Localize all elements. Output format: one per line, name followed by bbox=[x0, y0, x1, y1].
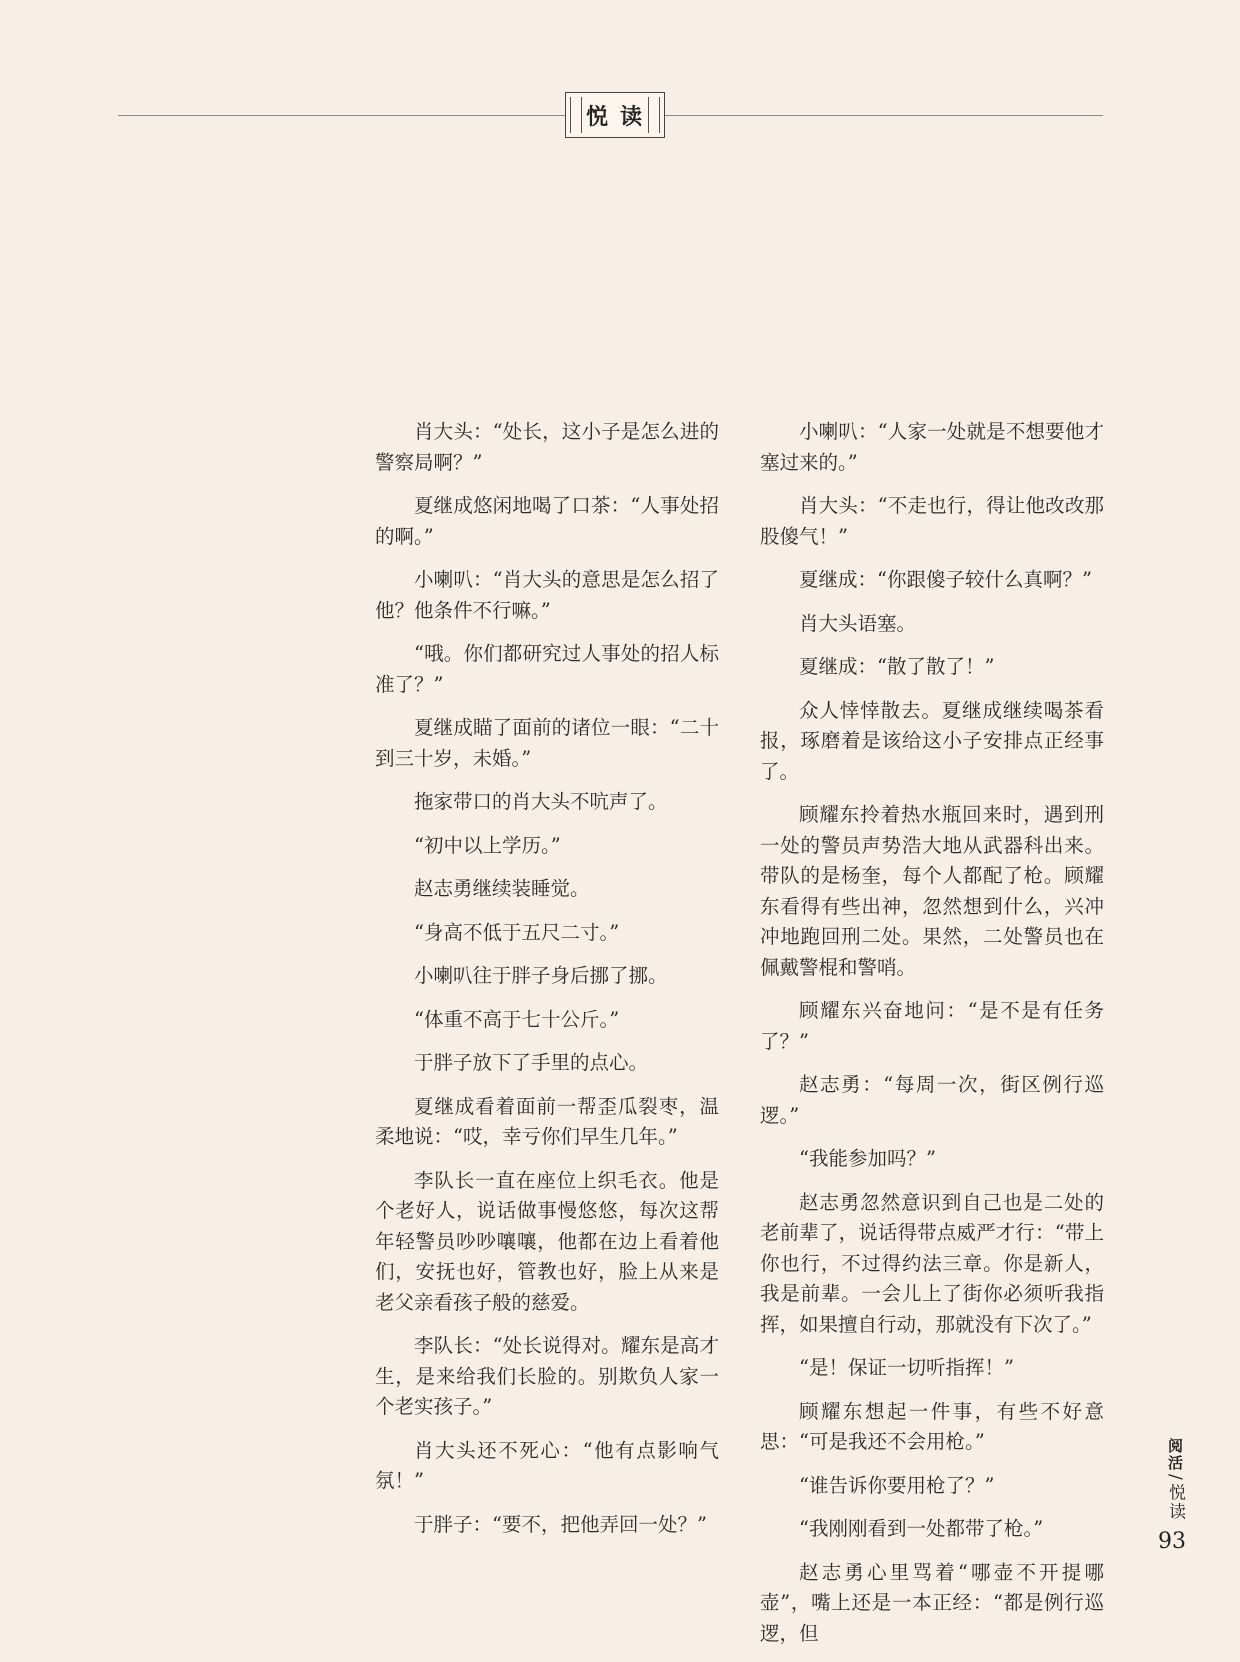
paragraph: 赵志勇心里骂着“哪壶不开提哪壶”，嘴上还是一本正经：“都是例行巡逻，但 bbox=[760, 1560, 1104, 1645]
header-rule-left bbox=[118, 115, 565, 116]
paragraph: 于胖子：“要不，把他弄回一处？” bbox=[414, 1512, 707, 1536]
paragraph: “谁告诉你要用枪了？” bbox=[799, 1473, 995, 1497]
paragraph: 赵志勇继续装睡觉。 bbox=[414, 877, 590, 900]
paragraph: “体重不高于七十公斤。” bbox=[414, 1007, 620, 1031]
paragraph: 于胖子放下了手里的点心。 bbox=[414, 1051, 649, 1074]
paragraph: 顾耀东拎着热水瓶回来时，遇到刑一处的警员声势浩大地从武器科出来。带队的是杨奎，每个人都配了枪。顾耀东看得有些出神，忽然想到什么，兴冲冲地跑回刑二处。果然，二处警员也在佩戴警棍和警哨。 bbox=[760, 803, 1104, 979]
page-number: 93 bbox=[1158, 1529, 1186, 1554]
paragraph: 肖大头：“不走也行，得让他改改那股傻气！” bbox=[760, 494, 1104, 548]
paragraph: 肖大头还不死心：“他有点影响气氛！” bbox=[375, 1438, 719, 1492]
paragraph: “是！保证一切听指挥！” bbox=[799, 1356, 1014, 1379]
paragraph: 赵志勇忽然意识到自己也是二处的老前辈了，说话得带点威严才行：“带上你也行，不过得约法三章。你是新人，我是前辈。一会儿上了街你必须听我指挥，如果擅自行动，那就没有下次了。” bbox=[760, 1190, 1104, 1336]
paragraph: 拖家带口的肖大头不吭声了。 bbox=[414, 790, 668, 813]
paragraph: 小喇叭往于胖子身后挪了挪。 bbox=[414, 964, 668, 987]
paragraph: 夏继成悠闲地喝了口茶：“人事处招的啊。” bbox=[375, 494, 719, 548]
left-text-column bbox=[375, 417, 719, 1553]
paragraph: 肖大头：“处长，这小子是怎么进的警察局啊？” bbox=[375, 420, 719, 474]
paragraph: 顾耀东兴奋地问：“是不是有任务了？” bbox=[760, 999, 1104, 1053]
paragraph: 众人悻悻散去。夏继成继续喝茶看报，琢磨着是该给这小子安排点正经事了。 bbox=[760, 698, 1104, 783]
paragraph: 李队长一直在座位上织毛衣。他是个老好人，说话做事慢悠悠，每次这帮年轻警员吵吵嚷嚷，他都在边上看着他们，安抚也好，管教也好，脸上从来是老父亲看孩子般的慈爱。 bbox=[375, 1168, 719, 1314]
paragraph: 顾耀东想起一件事，有些不好意思：“可是我还不会用枪。” bbox=[760, 1399, 1104, 1453]
paragraph: “我刚刚看到一处都带了枪。” bbox=[799, 1517, 1044, 1540]
paragraph: “哦。你们都研究过人事处的招人标准了？” bbox=[375, 642, 719, 696]
paragraph: 夏继成：“你跟傻子较什么真啊？” bbox=[799, 568, 1092, 591]
paragraph: 夏继成看着面前一帮歪瓜裂枣，温柔地说：“哎，幸亏你们早生几年。” bbox=[375, 1094, 719, 1148]
label-slash: / bbox=[1165, 1474, 1185, 1482]
paragraph: 小喇叭：“肖大头的意思是怎么招了他？他条件不行嘛。” bbox=[375, 568, 719, 622]
section-title: 悦读 bbox=[585, 104, 654, 130]
paragraph: “身高不低于五尺二寸。” bbox=[414, 920, 620, 944]
header-rule-right bbox=[665, 115, 1103, 116]
paragraph: 李队长：“处长说得对。耀东是高才生，是来给我们长脸的。别欺负人家一个老实孩子。” bbox=[375, 1334, 719, 1418]
paragraph: “我能参加吗？” bbox=[799, 1147, 936, 1170]
paragraph: 夏继成瞄了面前的诸位一眼：“二十到三十岁，未婚。” bbox=[375, 716, 719, 770]
magazine-name: 阅活 bbox=[1166, 1438, 1184, 1472]
paragraph: “初中以上学历。” bbox=[414, 833, 561, 857]
right-text-column bbox=[760, 417, 1104, 1662]
magazine-section-label bbox=[1163, 1438, 1188, 1522]
paragraph: 小喇叭：“人家一处就是不想要他才塞过来的。” bbox=[760, 420, 1104, 474]
paragraph: 夏继成：“散了散了！” bbox=[799, 655, 995, 678]
paragraph: 肖大头语塞。 bbox=[799, 611, 917, 635]
section-header-box bbox=[565, 92, 665, 138]
column-name: 悦读 bbox=[1165, 1483, 1185, 1522]
paragraph: 赵志勇：“每周一次，街区例行巡逻。” bbox=[760, 1073, 1104, 1127]
